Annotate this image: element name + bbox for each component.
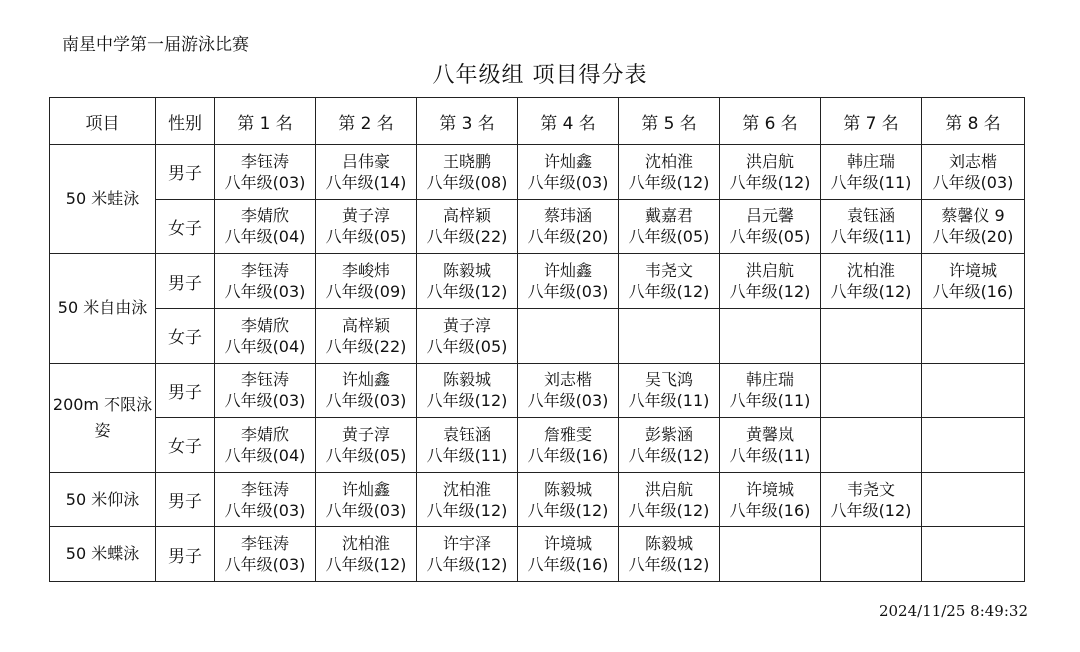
athlete-class: 八年级(11) [426,445,508,465]
athlete-class: 八年级(03) [224,282,306,302]
column-header: 第 2 名 [316,98,417,145]
athlete-name: 韦尧文 [644,261,693,281]
athlete-name: 陈毅城 [442,370,491,390]
athlete-class: 八年级(09) [325,282,407,302]
athlete-class: 八年级(12) [729,172,811,192]
column-header: 第 3 名 [417,98,518,145]
athlete-name: 黄馨岚 [745,424,794,444]
athlete-name: 许宇泽 [442,534,491,554]
athlete-name: 洪启航 [644,479,693,499]
rank-cell [619,308,720,363]
rank-cell [417,308,518,363]
athlete-class: 八年级(03) [224,500,306,520]
rank-cell [417,472,518,527]
athlete-name: 陈毅城 [543,479,592,499]
rank-cell [619,254,720,309]
athlete-name: 刘志楷 [948,151,997,171]
athlete-class: 八年级(12) [426,391,508,411]
athlete-class: 八年级(04) [224,227,306,247]
athlete-class: 八年级(12) [426,555,508,575]
athlete-name: 李婧欣 [240,424,289,444]
rank-cell [821,418,922,473]
athlete-class: 八年级(05) [325,445,407,465]
rank-cell [619,199,720,254]
athlete-name: 许灿鑫 [543,261,592,281]
gender-cell: 女子 [156,199,215,254]
column-header: 第 6 名 [720,98,821,145]
athlete-name: 韩庄瑞 [846,151,895,171]
rank-cell [720,418,821,473]
rank-cell [518,418,619,473]
athlete-class: 八年级(11) [830,172,912,192]
athlete-name: 李婧欣 [240,315,289,335]
athlete-class: 八年级(22) [325,336,407,356]
athlete-class: 八年级(12) [325,555,407,575]
athlete-name: 刘志楷 [543,370,592,390]
rank-cell [619,145,720,200]
athlete-class: 八年级(08) [426,172,508,192]
rank-cell [215,199,316,254]
athlete-name: 许灿鑫 [543,151,592,171]
rank-cell [720,308,821,363]
results-table [49,97,1025,582]
athlete-name: 黄子淳 [442,315,491,335]
athlete-name: 沈柏淮 [644,151,693,171]
rank-cell [821,254,922,309]
rank-cell [720,527,821,582]
rank-cell [316,308,417,363]
athlete-class: 八年级(16) [932,282,1014,302]
table-row [50,472,1025,527]
athlete-class: 八年级(12) [628,172,710,192]
rank-cell [215,145,316,200]
rank-cell [518,145,619,200]
athlete-name: 许境城 [543,534,592,554]
rank-cell [417,199,518,254]
athlete-class: 八年级(05) [325,227,407,247]
athlete-class: 八年级(14) [325,172,407,192]
athlete-class: 八年级(12) [830,282,912,302]
athlete-class: 八年级(03) [224,172,306,192]
rank-cell [922,145,1025,200]
athlete-class: 八年级(12) [628,282,710,302]
rank-cell [619,527,720,582]
athlete-name: 黄子淳 [341,206,390,226]
athlete-class: 八年级(12) [527,500,609,520]
athlete-class: 八年级(05) [426,336,508,356]
print-timestamp: 2024/11/25 8:49:32 [878,602,1028,620]
rank-cell [417,363,518,418]
rank-cell [417,418,518,473]
athlete-name: 李钰涛 [240,370,289,390]
athlete-class: 八年级(16) [527,555,609,575]
rank-cell [821,199,922,254]
athlete-name: 洪启航 [745,261,794,281]
table-row [50,254,1025,309]
athlete-name: 洪启航 [745,151,794,171]
school-name: 南星中学第一届游泳比赛 [62,35,249,55]
athlete-class: 八年级(03) [527,282,609,302]
event-name: 200m 不限泳姿 [50,363,156,472]
athlete-class: 八年级(04) [224,445,306,465]
rank-cell [821,527,922,582]
column-header: 项目 [50,98,156,145]
rank-cell [316,472,417,527]
athlete-name: 沈柏淮 [846,261,895,281]
gender-cell: 男子 [156,254,215,309]
athlete-name: 许境城 [745,479,794,499]
rank-cell [619,363,720,418]
athlete-name: 戴嘉君 [644,206,693,226]
athlete-class: 八年级(12) [729,282,811,302]
gender-cell: 女子 [156,418,215,473]
athlete-name: 李峻炜 [341,261,390,281]
athlete-name: 蔡馨仪 9 [941,206,1005,226]
rank-cell [922,472,1025,527]
rank-cell [821,363,922,418]
athlete-name: 袁钰涵 [442,424,491,444]
rank-cell [316,527,417,582]
athlete-class: 八年级(03) [325,391,407,411]
rank-cell [720,472,821,527]
rank-cell [316,363,417,418]
athlete-class: 八年级(03) [224,555,306,575]
rank-cell [215,472,316,527]
table-row [50,418,1025,473]
event-name: 50 米自由泳 [50,254,156,363]
column-header: 第 8 名 [922,98,1025,145]
rank-cell [215,418,316,473]
rank-cell [518,472,619,527]
athlete-name: 许灿鑫 [341,479,390,499]
athlete-class: 八年级(20) [932,227,1014,247]
athlete-name: 高梓颖 [442,206,491,226]
rank-cell [316,199,417,254]
rank-cell [316,418,417,473]
rank-cell [518,527,619,582]
athlete-name: 许境城 [948,261,997,281]
athlete-class: 八年级(11) [628,391,710,411]
rank-cell [316,145,417,200]
athlete-name: 李婧欣 [240,206,289,226]
athlete-name: 许灿鑫 [341,370,390,390]
athlete-name: 高梓颖 [341,315,390,335]
athlete-name: 袁钰涵 [846,206,895,226]
rank-cell [720,254,821,309]
athlete-name: 沈柏淮 [442,479,491,499]
athlete-name: 陈毅城 [442,261,491,281]
athlete-name: 王晓鹏 [442,151,491,171]
athlete-name: 陈毅城 [644,534,693,554]
gender-cell: 男子 [156,472,215,527]
rank-cell [821,308,922,363]
athlete-name: 吴飞鸿 [644,370,693,390]
athlete-class: 八年级(12) [830,500,912,520]
column-header: 第 4 名 [518,98,619,145]
rank-cell [619,472,720,527]
table-row [50,308,1025,363]
athlete-name: 詹雅雯 [543,424,592,444]
athlete-class: 八年级(03) [325,500,407,520]
athlete-class: 八年级(11) [729,391,811,411]
athlete-name: 黄子淳 [341,424,390,444]
rank-cell [922,418,1025,473]
athlete-name: 韦尧文 [846,479,895,499]
gender-cell: 男子 [156,145,215,200]
rank-cell [417,145,518,200]
athlete-class: 八年级(03) [527,391,609,411]
event-name: 50 米仰泳 [50,472,156,527]
athlete-class: 八年级(12) [628,500,710,520]
athlete-name: 沈柏淮 [341,534,390,554]
athlete-class: 八年级(20) [527,227,609,247]
event-name: 50 米蛙泳 [50,145,156,254]
athlete-name: 蔡玮涵 [543,206,592,226]
rank-cell [518,308,619,363]
rank-cell [518,363,619,418]
athlete-name: 李钰涛 [240,151,289,171]
event-name: 50 米蝶泳 [50,527,156,582]
rank-cell [821,472,922,527]
rank-cell [619,418,720,473]
table-row [50,527,1025,582]
rank-cell [821,145,922,200]
athlete-class: 八年级(04) [224,336,306,356]
athlete-class: 八年级(16) [729,500,811,520]
rank-cell [922,308,1025,363]
rank-cell [417,254,518,309]
athlete-class: 八年级(12) [426,282,508,302]
rank-cell [922,254,1025,309]
athlete-class: 八年级(05) [729,227,811,247]
column-header: 第 1 名 [215,98,316,145]
athlete-class: 八年级(03) [527,172,609,192]
athlete-class: 八年级(03) [224,391,306,411]
athlete-class: 八年级(12) [628,555,710,575]
column-header: 性别 [156,98,215,145]
table-row [50,199,1025,254]
rank-cell [922,363,1025,418]
athlete-name: 李钰涛 [240,261,289,281]
athlete-name: 彭紫涵 [644,424,693,444]
rank-cell [316,254,417,309]
table-row [50,145,1025,200]
athlete-class: 八年级(12) [628,445,710,465]
athlete-class: 八年级(03) [932,172,1014,192]
athlete-name: 李钰涛 [240,479,289,499]
athlete-name: 韩庄瑞 [745,370,794,390]
athlete-class: 八年级(11) [830,227,912,247]
rank-cell [518,254,619,309]
athlete-name: 李钰涛 [240,534,289,554]
rank-cell [922,199,1025,254]
rank-cell [215,254,316,309]
athlete-name: 吕元馨 [745,206,794,226]
athlete-class: 八年级(12) [426,500,508,520]
column-header: 第 5 名 [619,98,720,145]
rank-cell [720,363,821,418]
gender-cell: 男子 [156,363,215,418]
athlete-class: 八年级(11) [729,445,811,465]
athlete-class: 八年级(16) [527,445,609,465]
header-row [50,98,1025,145]
page-title: 八年级组 项目得分表 [432,63,648,88]
rank-cell [518,199,619,254]
gender-cell: 女子 [156,308,215,363]
rank-cell [215,363,316,418]
rank-cell [215,308,316,363]
athlete-class: 八年级(22) [426,227,508,247]
table-row [50,363,1025,418]
rank-cell [720,199,821,254]
rank-cell [417,527,518,582]
athlete-name: 吕伟豪 [341,151,390,171]
rank-cell [215,527,316,582]
rank-cell [720,145,821,200]
athlete-class: 八年级(05) [628,227,710,247]
column-header: 第 7 名 [821,98,922,145]
gender-cell: 男子 [156,527,215,582]
rank-cell [922,527,1025,582]
